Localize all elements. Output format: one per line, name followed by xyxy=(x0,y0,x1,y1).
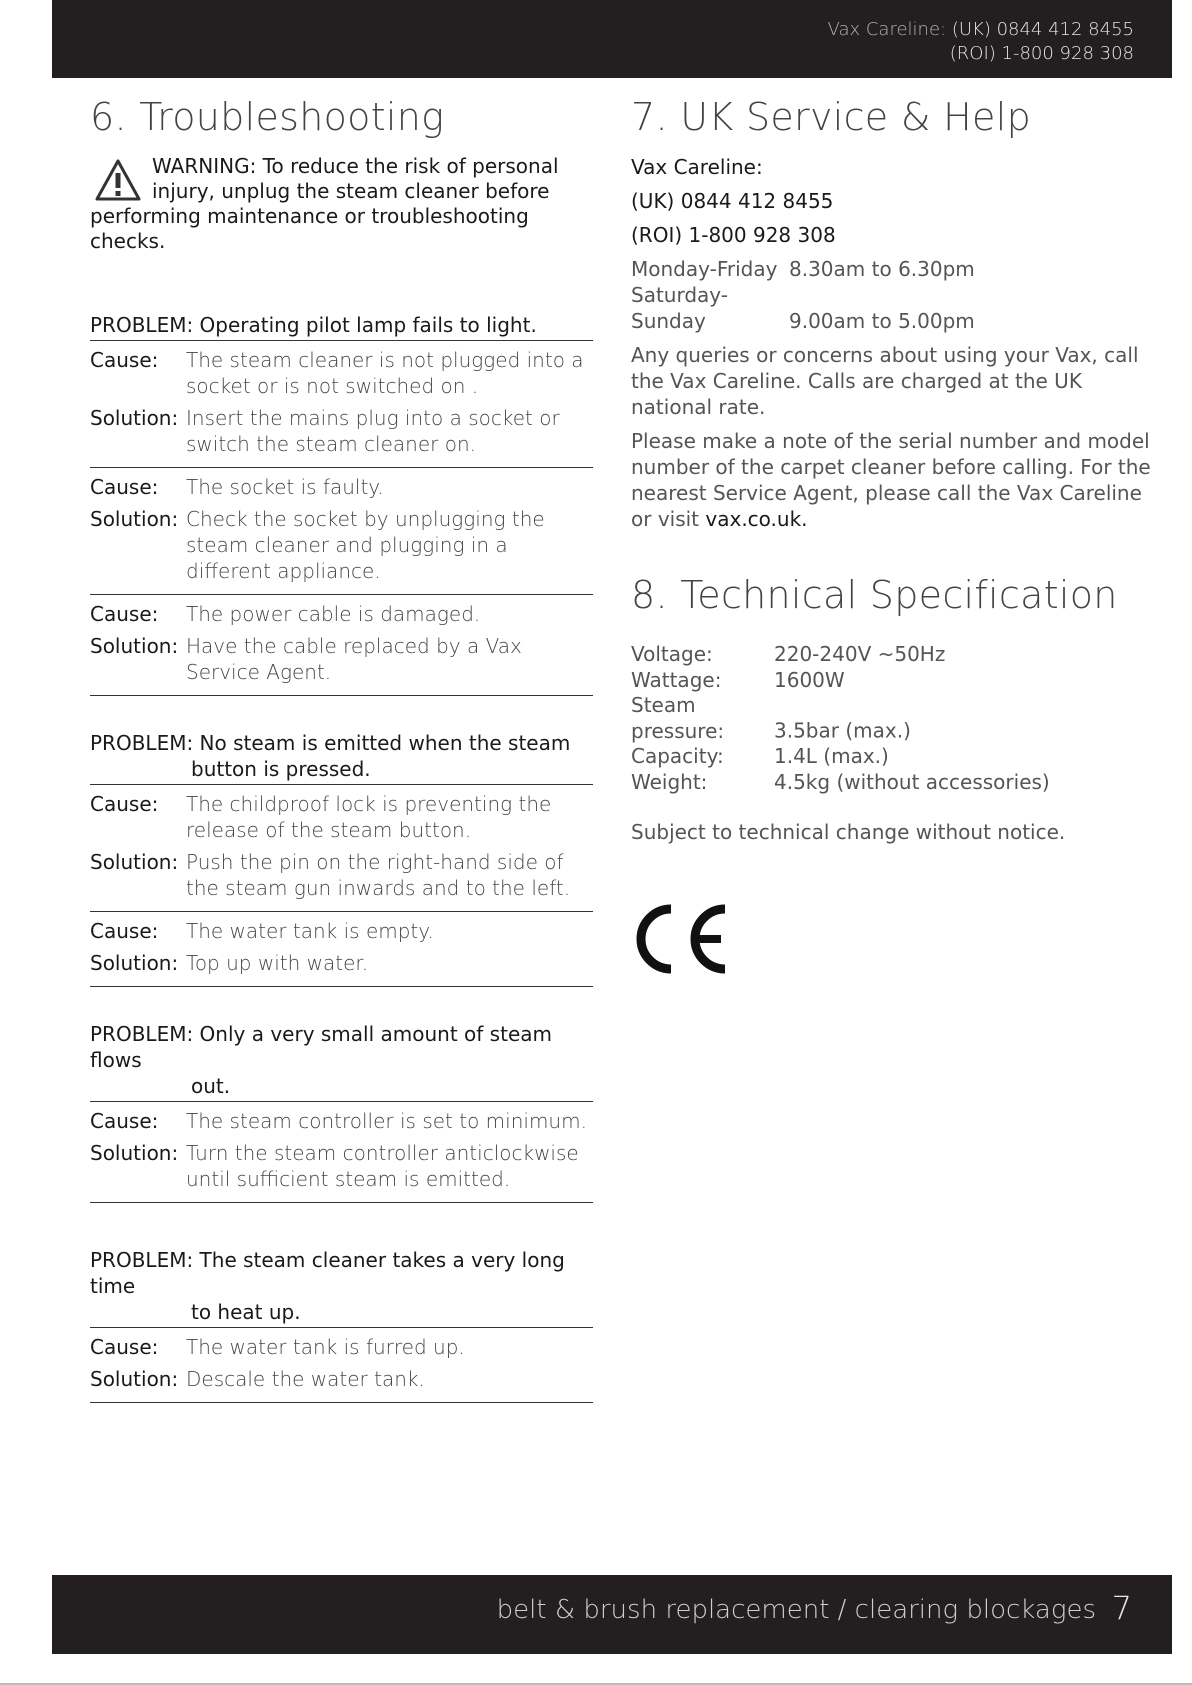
problem-block xyxy=(90,730,593,987)
problem-title: PROBLEM: No steam is emitted when the steam button is pressed. xyxy=(90,730,593,785)
cause-row: Cause: The childproof lock is preventing the release of the steam button. xyxy=(90,792,552,842)
hours-row-weekend: Saturday-Sunday 9.00am to 5.00pm xyxy=(631,283,975,333)
problem-block xyxy=(90,1247,593,1403)
cause-row: Cause: The steam cleaner is not plugged into a socket or is not switched on . xyxy=(90,348,584,398)
careline-roi-number: (ROI) 1-800 928 308 xyxy=(949,43,1134,64)
spec-row: Voltage: 220-240V ~50Hz xyxy=(631,642,946,666)
warning-triangle-icon xyxy=(94,158,142,202)
problem-title: PROBLEM: The steam cleaner takes a very long time to heat up. xyxy=(90,1247,593,1328)
problem-title: PROBLEM: Operating pilot lamp fails to light. xyxy=(90,312,593,341)
warning-notice xyxy=(90,154,593,254)
service-roi-number: (ROI) 1-800 928 308 xyxy=(631,223,836,247)
header-bar xyxy=(52,0,1172,78)
solution-row: Solution: Push the pin on the right-hand side of the steam gun inwards and to the left. xyxy=(90,850,571,900)
problem-block xyxy=(90,1021,593,1203)
footer-section-title: belt & brush replacement / clearing blockages xyxy=(496,1595,1096,1625)
right-column xyxy=(631,90,1151,981)
hours-row-weekdays: Monday-Friday 8.30am to 6.30pm xyxy=(631,257,975,281)
warning-line-2: injury, unplug the steam cleaner before xyxy=(152,179,550,203)
careline-label: Vax Careline: xyxy=(827,19,947,40)
problem-block xyxy=(90,312,593,696)
careline-contact xyxy=(828,18,1134,66)
solution-row: Solution: Have the cable replaced by a Vax Service Agent. xyxy=(90,634,522,684)
spec-title: 8. Technical Specification xyxy=(631,573,1118,617)
solution-row: Solution: Insert the mains plug into a socket or switch the steam cleaner on. xyxy=(90,406,560,456)
solution-row: Solution: Turn the steam controller anticlockwise until sufficient steam is emitted. xyxy=(90,1141,579,1191)
warning-line-1: WARNING: To reduce the risk of personal xyxy=(152,154,559,178)
cause-solution-group xyxy=(90,595,593,696)
spec-row: Wattage: 1600W xyxy=(631,667,845,692)
troubleshooting-section xyxy=(90,90,593,1403)
page-number: 7 xyxy=(1111,1589,1132,1627)
spec-note: Subject to technical change without notice. xyxy=(631,820,1066,844)
vax-website-link[interactable]: vax.co.uk. xyxy=(705,507,808,531)
spec-row: Capacity: 1.4L (max.) xyxy=(631,744,889,768)
cause-row: Cause: The power cable is damaged. xyxy=(90,602,481,626)
cause-row: Cause: The socket is faulty. xyxy=(90,475,384,499)
cause-row: Cause: The steam controller is set to minimum. xyxy=(90,1109,587,1133)
solution-row: Solution: Descale the water tank. xyxy=(90,1367,425,1391)
service-queries-text: Any queries or concerns about using your Vax, call the Vax Careline. Calls are charged at the UK national rate. xyxy=(631,343,1139,419)
cause-solution-group xyxy=(90,1102,593,1203)
warning-line-3: performing maintenance or troubleshooting checks. xyxy=(90,204,529,253)
careline-uk-number: (UK) 0844 412 8455 xyxy=(951,19,1134,40)
service-title: 7. UK Service & Help xyxy=(631,95,1032,139)
spec-table xyxy=(631,642,1151,795)
opening-hours xyxy=(631,256,1151,334)
spec-row: Weight: 4.5kg (without accessories) xyxy=(631,769,1050,794)
cause-solution-group xyxy=(90,912,593,987)
service-agent-text: Please make a note of the serial number and model number of the carpet cleaner before calling. For the nearest Service Agent, please call the Vax Careline or visit vax.co.uk. xyxy=(631,429,1151,531)
cause-solution-group xyxy=(90,341,593,468)
cause-solution-group xyxy=(90,1328,593,1403)
cause-row: Cause: The water tank is furred up. xyxy=(90,1335,465,1359)
service-careline-label: Vax Careline: xyxy=(631,155,763,179)
problem-title: PROBLEM: Only a very small amount of steam flows out. xyxy=(90,1021,593,1102)
footer-bar xyxy=(52,1575,1172,1654)
cause-solution-group xyxy=(90,468,593,595)
troubleshooting-title: 6. Troubleshooting xyxy=(90,95,445,139)
problem-list xyxy=(90,312,593,1403)
cause-row: Cause: The water tank is empty. xyxy=(90,919,434,943)
solution-row: Solution: Top up with water. xyxy=(90,951,369,975)
cause-solution-group xyxy=(90,785,593,912)
spec-row: Steam pressure: 3.5bar (max.) xyxy=(631,693,911,743)
solution-row: Solution: Check the socket by unplugging the steam cleaner and plugging in a different appliance. xyxy=(90,507,545,583)
service-uk-number: (UK) 0844 412 8455 xyxy=(631,189,834,213)
ce-mark-icon xyxy=(631,901,731,977)
